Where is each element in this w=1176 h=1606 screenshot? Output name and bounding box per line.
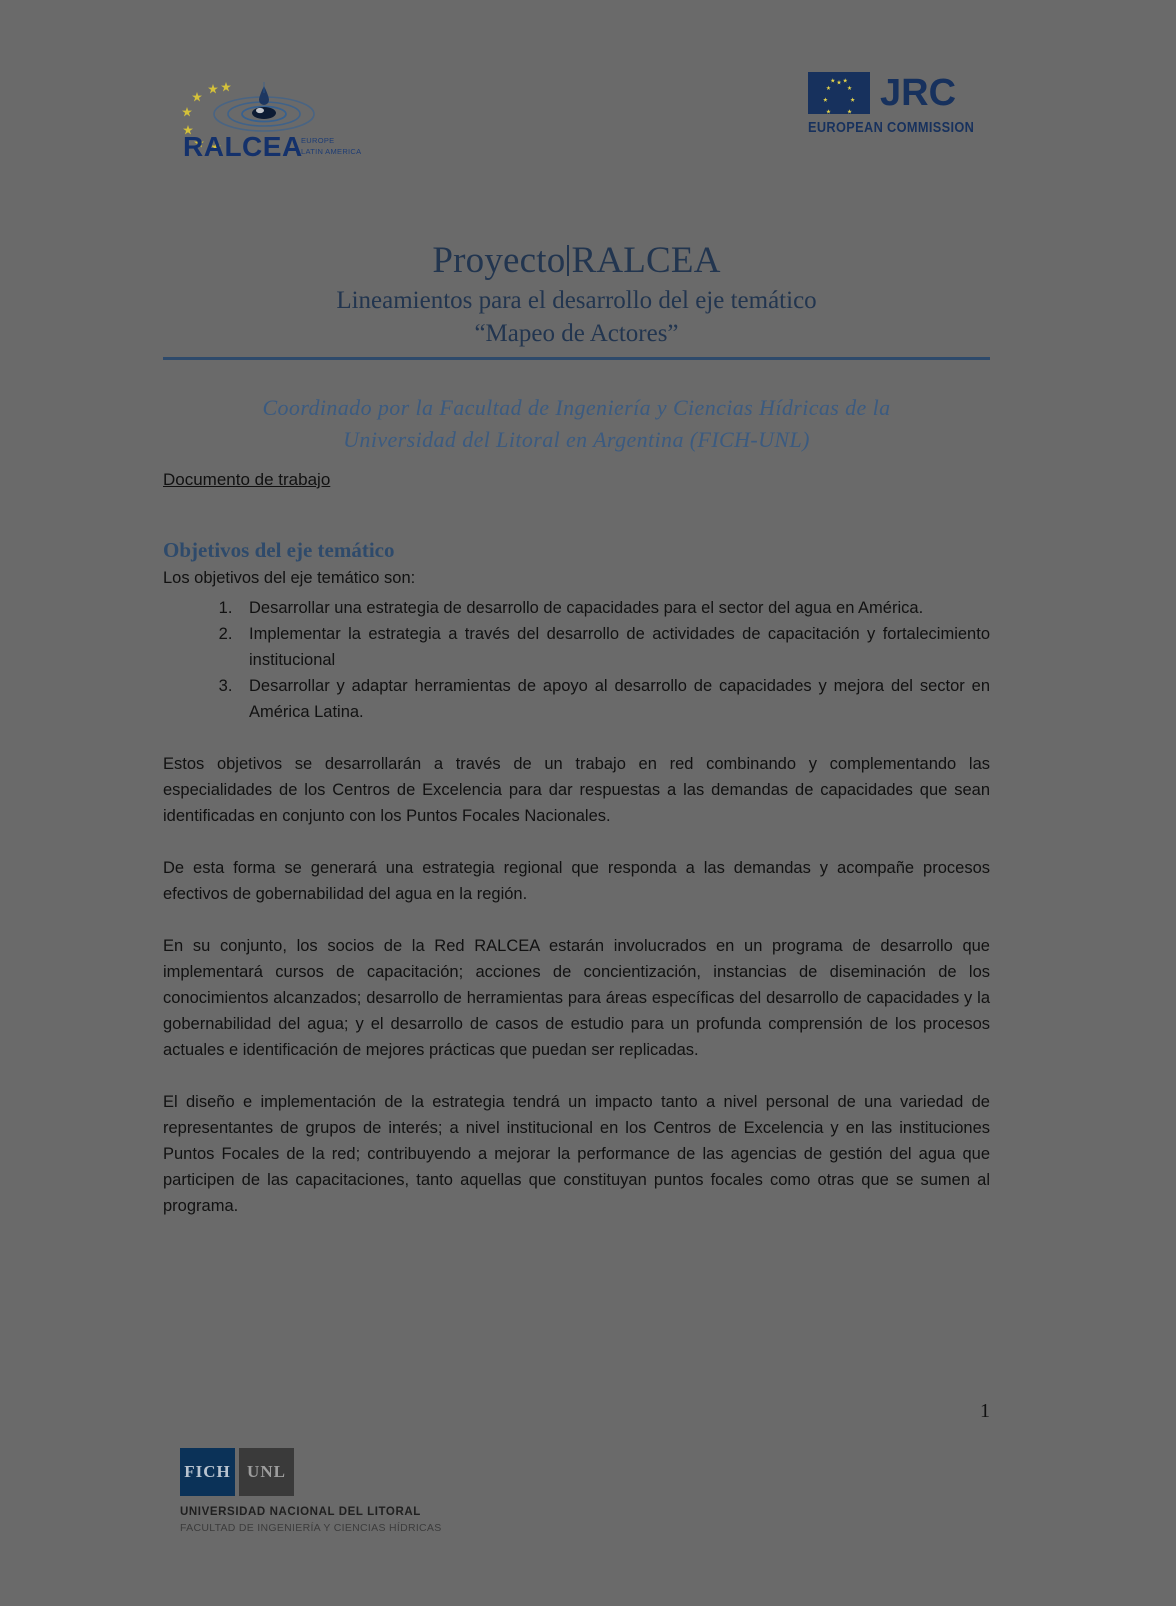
unl-logo-boxes: [180, 1448, 294, 1496]
ralcea-sublabel: [301, 135, 361, 157]
section-heading-objetivos: Objetivos del eje temático: [163, 538, 395, 562]
objectives-list: [163, 595, 990, 725]
list-item: 1. Desarrollar una estrategia de desarrollo de capacidades para el sector del agua en América.: [237, 595, 990, 621]
coordination-line1: Coordinado por la Facultad de Ingeniería y Ciencias Hídricas de la: [262, 395, 891, 420]
jrc-subtitle: EUROPEAN COMMISSION: [808, 120, 975, 136]
page-subtitle-line2: “Mapeo de Actores”: [474, 320, 679, 347]
coordination-line2: Universidad del Litoral en Argentina (FICH-UNL): [343, 427, 810, 452]
body-paragraph: En su conjunto, los socios de la Red RALCEA estarán involucrados en un programa de desarrollo que implementará cursos de capacitación; acciones de concientización, instancias de diseminación de los conocimientos alcanzados; desarrollo de herramientas para áreas específicas del desarrollo de capacidades y la gobernabilidad del agua; y el desarrollo de casos de estudio para un profunda comprensión de los procesos actuales e identificación de mejores prácticas que puedan ser replicadas.: [163, 937, 990, 1059]
document-kind-label: Documento de trabajo: [163, 470, 331, 489]
unl-box: UNL: [239, 1448, 294, 1496]
title-block: [163, 238, 990, 350]
page-number: 1: [980, 1400, 990, 1422]
ralcea-logo: [175, 78, 375, 168]
ralcea-sublabel-europe: EUROPE: [301, 136, 335, 145]
page-title-part1: Proyecto: [432, 240, 566, 281]
jrc-title: JRC: [880, 72, 957, 114]
body-paragraph: Estos objetivos se desarrollarán a través de un trabajo en red combinando y complementando las especialidades de los Centros de Excelencia para dar respuestas a las demandas de capacidades que sean identificadas en conjunto con los Puntos Focales Nacionales.: [163, 755, 990, 825]
unl-fich-logo: [180, 1448, 442, 1558]
page-subtitle-line1: Lineamientos para el desarrollo del eje temático: [336, 287, 817, 314]
title-horizontal-rule: [163, 357, 990, 360]
coordination-note: [163, 392, 990, 456]
list-item: 3. Desarrollar y adaptar herramientas de apoyo al desarrollo de capacidades y mejora del sector en América Latina.: [237, 673, 990, 725]
document-header: [0, 0, 1176, 200]
fich-box: FICH: [180, 1448, 235, 1496]
body-paragraph: El diseño e implementación de la estrategia tendrá un impacto tanto a nivel personal de una variedad de representantes de grupos de interés; a nivel institucional en los Centros de Excelencia y en las instituciones Puntos Focales de la red; contribuyendo a mejorar la performance de las agencias de gestión del agua que participen de las capacitaciones, tanto aquellas que constituyan puntos focales como otras que se sumen al programa.: [163, 1093, 990, 1215]
ralcea-wordmark: RALCEA: [183, 131, 303, 162]
title-divider-bar: [567, 245, 569, 276]
objectives-lead-text: Los objetivos del eje temático son:: [163, 569, 416, 587]
jrc-logo: [808, 72, 978, 150]
list-item: 2. Implementar la estrategia a través del desarrollo de actividades de capacitación y fortalecimiento institucional: [237, 621, 990, 673]
document-body: [163, 470, 990, 1219]
eu-flag-icon: [808, 72, 870, 114]
unl-faculty-line: FACULTAD DE INGENIERÍA Y CIENCIAS HÍDRICAS: [180, 1522, 442, 1534]
page-title-part2: RALCEA: [571, 240, 721, 281]
page-title: [163, 238, 990, 284]
ralcea-sublabel-latin-america: LATIN AMERICA: [301, 147, 362, 156]
unl-name-line: UNIVERSIDAD NACIONAL DEL LITORAL: [180, 1506, 421, 1518]
body-paragraph: De esta forma se generará una estrategia regional que responda a las demandas y acompañe procesos efectivos de gobernabilidad del agua en la región.: [163, 859, 990, 903]
